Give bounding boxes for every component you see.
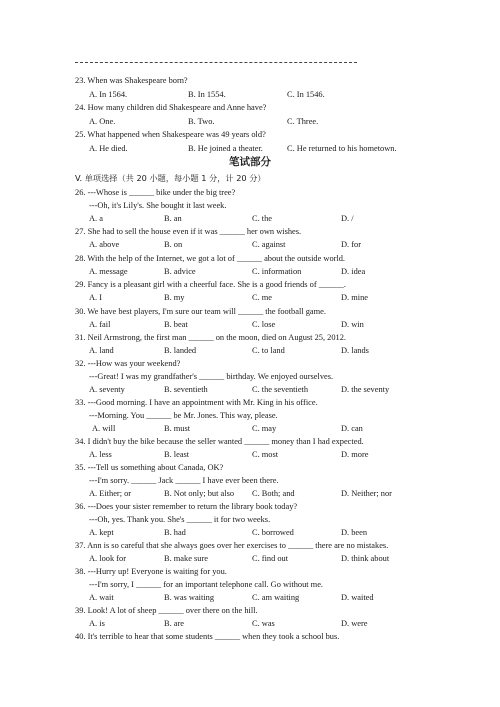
question-line: ---Oh, yes. Thank you. She's ______ it for two weeks. xyxy=(89,515,271,524)
option: A. In 1564. xyxy=(89,90,128,99)
option: A. kept xyxy=(89,528,114,537)
option: B. Two. xyxy=(188,117,215,126)
option: C. He returned to his hometown. xyxy=(287,144,397,153)
option: A. less xyxy=(89,450,112,459)
divider-line xyxy=(75,62,357,63)
option: C. to land xyxy=(252,346,285,355)
option: C. the seventieth xyxy=(252,385,309,394)
question-line: ---Oh, it's Lily's. She bought it last week. xyxy=(89,201,227,210)
option: B. In 1554. xyxy=(188,90,226,99)
question-stem: 34. I didn't buy the bike because the seller wanted ______ money than I had expected. xyxy=(75,437,364,446)
option: D. / xyxy=(341,214,354,223)
option: D. Neither; nor xyxy=(341,489,392,498)
option: B. my xyxy=(164,293,185,302)
option: D. waited xyxy=(341,593,374,602)
option: C. information xyxy=(252,267,302,276)
option: C. was xyxy=(252,619,275,628)
option: B. an xyxy=(164,214,182,223)
option: B. Not only; but also xyxy=(164,489,235,498)
option: B. beat xyxy=(164,320,188,329)
option: A. seventy xyxy=(89,385,125,394)
option: C. borrowed xyxy=(252,528,294,537)
option: C. against xyxy=(252,240,286,249)
option: A. wait xyxy=(89,593,114,602)
question-stem: 33. ---Good morning. I have an appointment with Mr. King in his office. xyxy=(75,398,318,407)
question-stem: 31. Neil Armstrong, the first man ______ on the moon, died on August 25, 2012. xyxy=(75,333,347,342)
section-instructions: V. 单项选择（共 20 小题，每小题 1 分，计 20 分） xyxy=(75,173,266,183)
question-stem: 27. She had to sell the house even if it was ______ her own wishes. xyxy=(75,227,302,236)
option: A. I xyxy=(89,293,103,302)
question-stem: 39. Look! A lot of sheep ______ over there on the hill. xyxy=(75,606,258,615)
question-stem: 28. With the help of the Internet, we got a lot of ______ about the outside world. xyxy=(75,254,346,263)
option: A. look for xyxy=(89,554,126,563)
option: B. must xyxy=(164,424,191,433)
option: B. make sure xyxy=(164,554,208,563)
option: A. He died. xyxy=(89,144,128,153)
option: C. In 1546. xyxy=(287,90,325,99)
option: B. seventieth xyxy=(164,385,208,394)
option: B. are xyxy=(164,619,184,628)
option: B. He joined a theater. xyxy=(188,144,263,153)
question-stem: 29. Fancy is a pleasant girl with a cheerful face. She is a good friends of ______. xyxy=(75,280,346,289)
option: D. the seventy xyxy=(341,385,390,394)
question-line: ---I'm sorry, I ______ for an important telephone call. Go without me. xyxy=(89,580,324,589)
option: A. above xyxy=(89,240,120,249)
option: C. may xyxy=(252,424,277,433)
option: B. had xyxy=(164,528,186,537)
option: D. been xyxy=(341,528,368,537)
question-line: ---Morning. You ______ be Mr. Jones. This way, please. xyxy=(89,411,278,420)
question-stem: 23. When was Shakespeare born? xyxy=(75,76,188,85)
section-title: 笔试部分 xyxy=(229,156,271,168)
question-stem: 25. What happened when Shakespeare was 49 years old? xyxy=(75,130,266,139)
option: D. can xyxy=(341,424,363,433)
question-stem: 24. How many children did Shakespeare and Anne have? xyxy=(75,103,267,112)
option: C. find out xyxy=(252,554,289,563)
question-line: ---Great! I was my grandfather's ______ birthday. We enjoyed ourselves. xyxy=(89,372,334,381)
question-line: ---I'm sorry. ______ Jack ______ I have ever been there. xyxy=(89,476,279,485)
option: D. more xyxy=(341,450,369,459)
option: A. fail xyxy=(89,320,111,329)
option: C. am waiting xyxy=(252,593,300,602)
option: A. One. xyxy=(89,117,116,126)
option: C. me xyxy=(252,293,273,302)
option: D. lands xyxy=(341,346,369,355)
question-stem: 37. Ann is so careful that she always goes over her exercises to ______ there are no mistakes. xyxy=(75,541,389,550)
option: A. is xyxy=(89,619,105,628)
option: B. least xyxy=(164,450,190,459)
option: B. advice xyxy=(164,267,196,276)
question-stem: 38. ---Hurry up! Everyone is waiting for you. xyxy=(75,567,227,576)
option: D. mine xyxy=(341,293,368,302)
option: A. Either; or xyxy=(89,489,132,498)
option: C. Three. xyxy=(287,117,319,126)
option: C. the xyxy=(252,214,273,223)
option: C. Both; and xyxy=(252,489,295,498)
option: A. will xyxy=(92,424,116,433)
option: B. on xyxy=(164,240,183,249)
question-stem: 36. ---Does your sister remember to return the library book today? xyxy=(75,502,298,511)
option: A. message xyxy=(89,267,128,276)
question-stem: 40. It's terrible to hear that some students ______ when they took a school bus. xyxy=(75,632,340,641)
question-stem: 35. ---Tell us something about Canada, OK? xyxy=(75,463,224,472)
option: D. think about xyxy=(341,554,390,563)
option: B. landed xyxy=(164,346,197,355)
option: D. idea xyxy=(341,267,366,276)
question-stem: 30. We have best players, I'm sure our team will ______ the football game. xyxy=(75,307,326,316)
option: A. a xyxy=(89,214,103,223)
option: B. was waiting xyxy=(164,593,215,602)
option: C. most xyxy=(252,450,279,459)
option: C. lose xyxy=(252,320,276,329)
option: D. were xyxy=(341,619,368,628)
option: D. win xyxy=(341,320,364,329)
option: D. for xyxy=(341,240,362,249)
question-stem: 26. ---Whose is ______ bike under the big tree? xyxy=(75,188,236,197)
question-stem: 32. ---How was your weekend? xyxy=(75,359,181,368)
option: A. land xyxy=(89,346,114,355)
